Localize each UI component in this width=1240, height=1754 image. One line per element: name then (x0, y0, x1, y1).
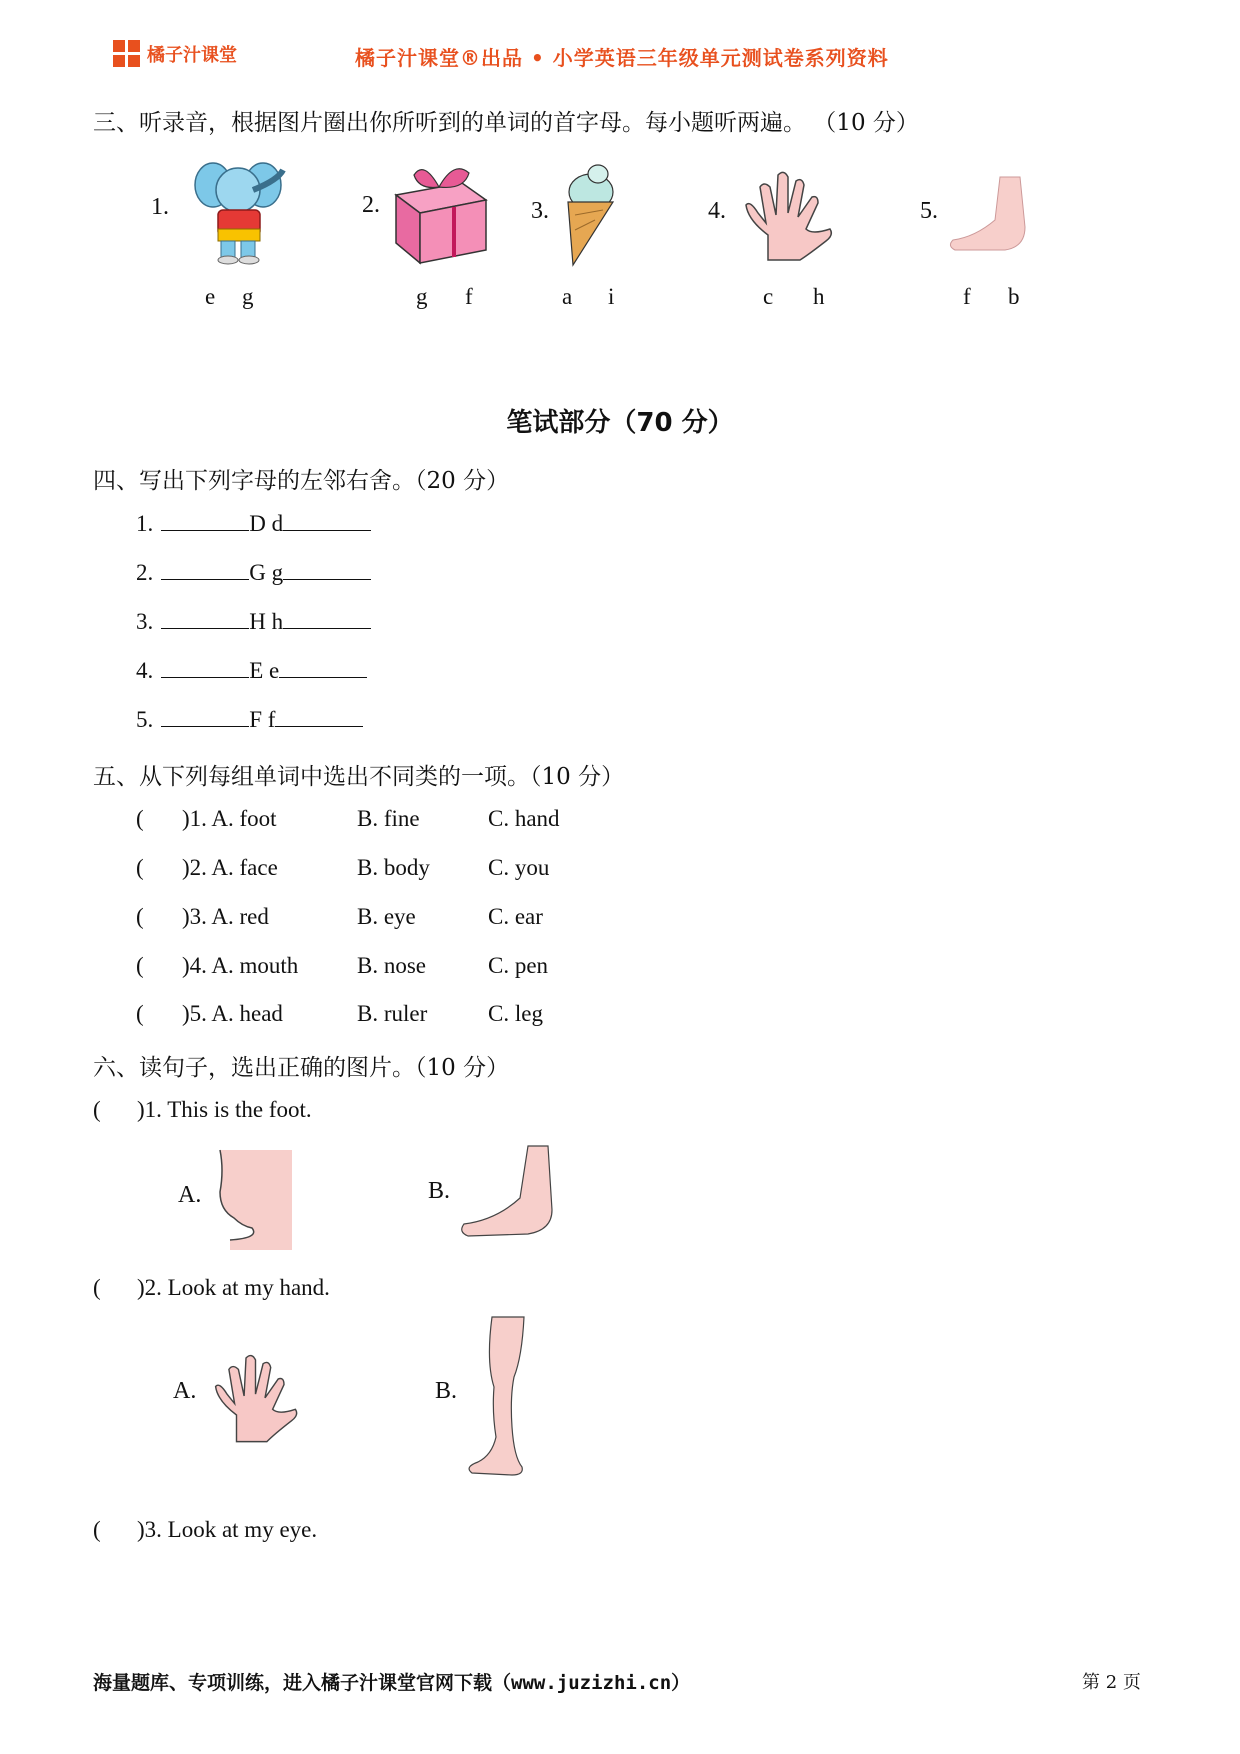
s3-option[interactable]: b (1008, 284, 1020, 309)
s5-option-a: )3. A. red (182, 904, 269, 929)
footer-text: 海量题库、专项训练，进入橘子汁课堂官网下载（www.juzizhi.cn） (93, 1672, 691, 1694)
s3-item-number: 4. (708, 198, 726, 224)
s4-letters: E e (249, 658, 280, 683)
answer-blank-left[interactable] (161, 510, 249, 531)
s6-question: )3. Look at my eye. (137, 1517, 318, 1542)
header-title: 橘子汁课堂®出品 • 小学英语三年级单元测试卷系列资料 (355, 46, 889, 70)
s5-option-b: B. eye (357, 904, 416, 929)
s4-row (136, 559, 371, 586)
leg-icon[interactable] (462, 1317, 537, 1477)
s4-number: 2. (136, 560, 154, 585)
s6-option-b-label: B. (435, 1378, 458, 1404)
s5-row (0, 904, 1240, 934)
s3-option[interactable]: c (763, 284, 774, 309)
answer-blank-right[interactable] (283, 559, 371, 580)
s5-option-c: C. you (488, 855, 550, 880)
s3-option[interactable]: g (242, 284, 254, 309)
page-number: 第 2 页 (1082, 1672, 1141, 1693)
s3-item-number: 3. (531, 198, 549, 224)
section3-title: 三、听录音，根据图片圈出你所听到的单词的首字母。每小题听两遍。 （10 分） (93, 110, 919, 136)
s5-option-a: )2. A. face (182, 855, 278, 880)
section5-title: 五、从下列每组单词中选出不同类的一项。（10 分） (93, 764, 625, 790)
s5-option-a: )5. A. head (182, 1001, 283, 1026)
answer-blank-right[interactable] (275, 706, 363, 727)
answer-paren[interactable]: ( (136, 904, 144, 929)
brand-name: 橘子汁课堂 (147, 45, 237, 66)
s5-row (0, 1001, 1240, 1031)
answer-paren[interactable]: ( (136, 953, 144, 978)
answer-blank-right[interactable] (283, 608, 371, 629)
written-section-title: 笔试部分（70 分） (506, 408, 734, 438)
s5-option-b: B. body (357, 855, 430, 880)
s4-number: 4. (136, 658, 154, 683)
s4-letters: F f (249, 707, 276, 732)
s3-option[interactable]: i (608, 284, 615, 309)
s5-option-b: B. nose (357, 953, 426, 978)
s5-option-b: B. fine (357, 806, 420, 831)
foot-icon (945, 172, 1040, 257)
ice-cream-icon (553, 160, 623, 270)
s5-row (0, 855, 1240, 885)
s4-letters: G g (249, 560, 284, 585)
s4-row (136, 510, 371, 537)
s5-row (0, 953, 1240, 983)
header-brand (113, 40, 237, 68)
s4-number: 1. (136, 511, 154, 536)
hand-icon (738, 165, 838, 265)
answer-paren[interactable]: ( (93, 1275, 101, 1300)
s5-option-c: C. pen (488, 953, 549, 978)
s4-row (136, 657, 367, 684)
answer-paren[interactable]: ( (93, 1097, 101, 1122)
s6-option-b-label: B. (428, 1178, 451, 1204)
s4-number: 5. (136, 707, 154, 732)
answer-blank-left[interactable] (161, 559, 249, 580)
elephant-icon (183, 155, 298, 265)
answer-blank-left[interactable] (161, 608, 249, 629)
section4-title: 四、写出下列字母的左邻右舍。（20 分） (93, 468, 510, 494)
s5-option-a: )1. A. foot (182, 806, 277, 831)
answer-blank-right[interactable] (279, 657, 367, 678)
answer-blank-left[interactable] (161, 706, 249, 727)
s6-question: )2. Look at my hand. (137, 1275, 330, 1300)
s3-option[interactable]: h (813, 284, 825, 309)
nose-icon[interactable] (212, 1150, 292, 1250)
s3-option[interactable]: g (416, 284, 428, 309)
s5-option-b: B. ruler (357, 1001, 428, 1026)
answer-paren[interactable]: ( (136, 1001, 144, 1026)
s3-item-number: 5. (920, 198, 938, 224)
s3-option[interactable]: a (562, 284, 573, 309)
s3-item-number: 2. (362, 192, 380, 218)
s4-letters: H h (249, 609, 284, 634)
answer-blank-right[interactable] (283, 510, 371, 531)
s4-letters: D d (249, 511, 284, 536)
answer-blank-left[interactable] (161, 657, 249, 678)
s5-option-c: C. ear (488, 904, 543, 929)
answer-paren[interactable]: ( (136, 855, 144, 880)
s6-question: )1. This is the foot. (137, 1097, 312, 1122)
gift-icon (384, 155, 504, 270)
s4-row (136, 706, 363, 733)
foot-icon[interactable] (456, 1146, 566, 1242)
s5-row (0, 806, 1240, 836)
s5-option-a: )4. A. mouth (182, 953, 299, 978)
s3-option[interactable]: f (465, 284, 473, 309)
answer-paren[interactable]: ( (93, 1517, 101, 1542)
hand-icon[interactable] (208, 1346, 303, 1446)
answer-paren[interactable]: ( (136, 806, 144, 831)
section6-title: 六、读句子，选出正确的图片。（10 分） (93, 1055, 510, 1081)
s6-option-a-label: A. (173, 1378, 197, 1404)
s4-number: 3. (136, 609, 154, 634)
s6-option-a-label: A. (178, 1182, 202, 1208)
s5-option-c: C. leg (488, 1001, 543, 1026)
s3-option[interactable]: e (205, 284, 216, 309)
s4-row (136, 608, 371, 635)
s5-option-c: C. hand (488, 806, 560, 831)
s3-item-number: 1. (151, 194, 169, 220)
logo-icon (113, 40, 141, 68)
s3-option[interactable]: f (963, 284, 971, 309)
